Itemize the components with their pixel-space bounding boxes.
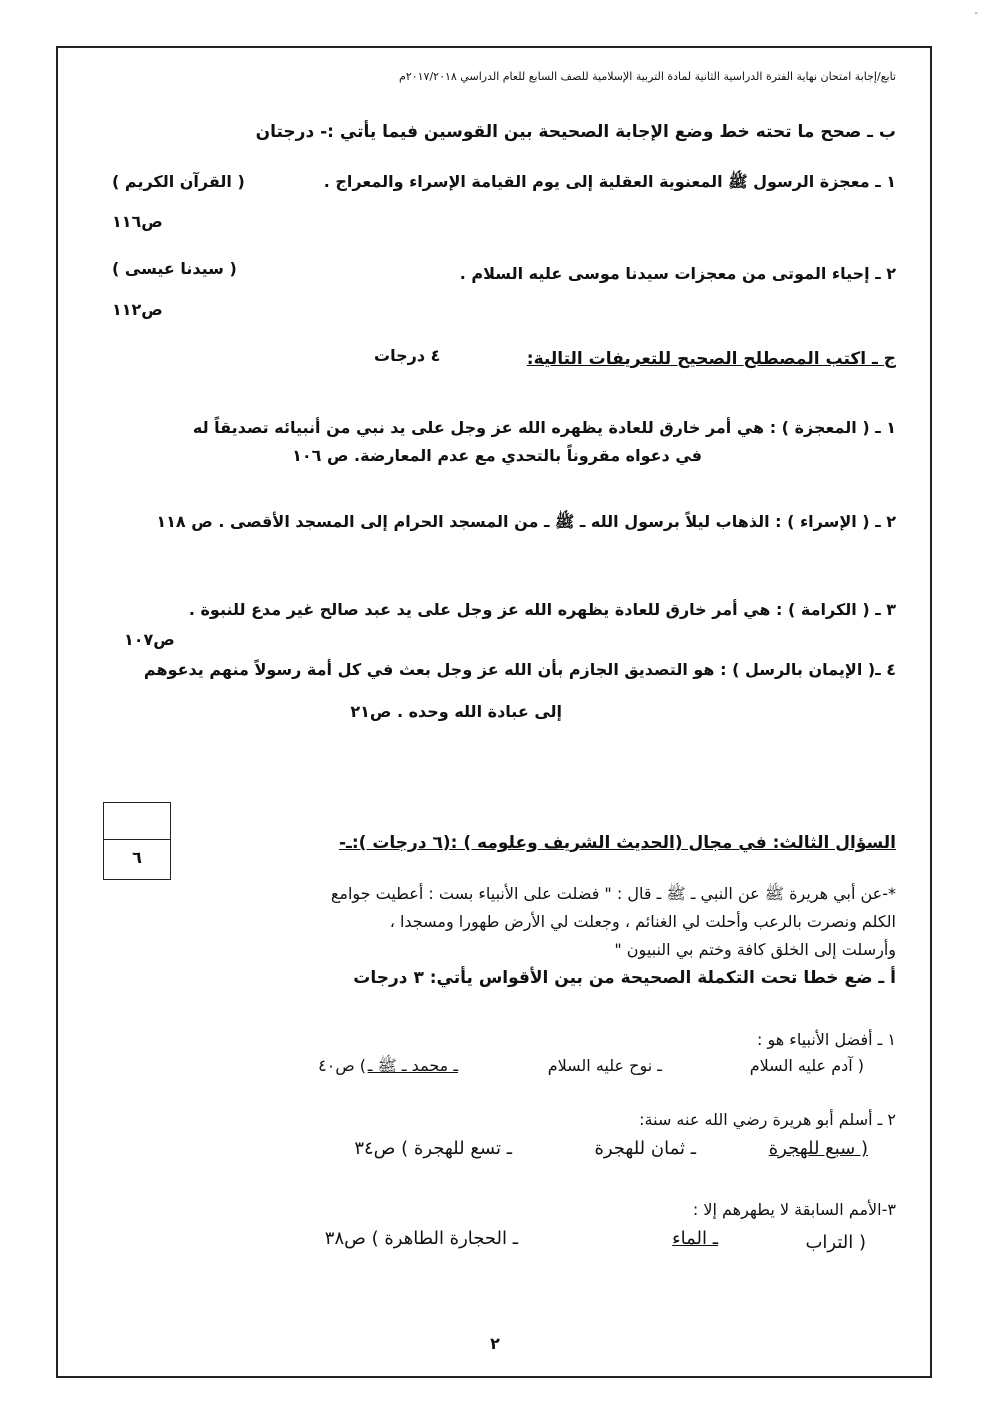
- item-2-question: ٢ ـ أسلم أبو هريرة رضي الله عنه سنة:: [639, 1110, 896, 1129]
- section-c-heading: ج ـ اكتب المصطلح الصحيح للتعريفات التالية:: [526, 349, 896, 369]
- section-b-q1-answer: ( القرآن الكريم ): [112, 172, 245, 191]
- item-3-option-2: ـ الماء: [672, 1228, 718, 1249]
- section-b-q1-page: ص١١٦: [112, 212, 163, 231]
- item-1-option-3-tail: ) ص٤٠: [318, 1056, 366, 1075]
- section-b-q2-answer: ( سيدنا عيسى ): [112, 259, 237, 278]
- definition-1-cont: في دعواه مقروناً بالتحدي مع عدم المعارضة. ص ١٠٦: [292, 446, 702, 465]
- section-b-q2-page: ص١١٢: [112, 300, 163, 319]
- item-2-option-3: ـ تسع للهجرة ) ص٣٤: [354, 1138, 512, 1159]
- score-box: [103, 802, 171, 880]
- definition-1: ١ ـ ( المعجزة ) : هي أمر خارق للعادة يظهره الله عز وجل على يد نبي من أنبيائه تصديقاً له: [192, 418, 896, 437]
- hadith-line-1: *-عن أبي هريرة ﷺ عن النبي ـ ﷺ ـ قال : " فضلت على الأنبياء بست : أعطيت جوامع: [330, 884, 896, 903]
- item-3-option-3: ـ الحجارة الطاهرة ) ص٣٨: [324, 1228, 518, 1249]
- item-1-question: ١ ـ أفضل الأنبياء هو :: [757, 1030, 896, 1049]
- page-number: ٢: [490, 1334, 500, 1353]
- item-2-option-1: ( سبع للهجرة: [768, 1138, 868, 1159]
- part-a-instruction: أ ـ ضع خطا تحت التكملة الصحيحة من بين الأقواس يأتي: ٣ درجات: [353, 968, 896, 988]
- item-3-option-1: ( التراب: [805, 1232, 866, 1253]
- section-b-q2-text: ٢ ـ إحياء الموتى من معجزات سيدنا موسى عليه السلام .: [459, 264, 896, 283]
- section-b-instruction: ب ـ صحح ما تحته خط وضع الإجابة الصحيحة بين القوسين فيما يأتي :- درجتان: [255, 122, 896, 142]
- hadith-line-3: وأرسلت إلى الخلق كافة وختم بي النبيون ": [614, 940, 896, 959]
- item-1-option-1: ( آدم عليه السلام: [749, 1056, 864, 1075]
- definition-4-cont: إلى عبادة الله وحده . ص٢١: [350, 702, 562, 721]
- item-2-option-2: ـ ثمان للهجرة: [594, 1138, 696, 1159]
- definition-3-page: ص١٠٧: [124, 630, 175, 649]
- item-1-option-2: ـ نوح عليه السلام: [547, 1056, 662, 1075]
- item-1-option-3: ـ محمد ـ ﷺ ـ: [367, 1056, 458, 1075]
- hadith-line-2: الكلم ونصرت بالرعب وأحلت لي الغنائم ، وجعلت لي الأرض طهورا ومسجدا ،: [389, 912, 896, 931]
- item-3-question: ٣-الأمم السابقة لا يطهرهم إلا :: [692, 1200, 896, 1219]
- score-value: ٦: [132, 848, 142, 867]
- corner-mark: -: [974, 8, 978, 19]
- definition-4: ٤ ـ( الإيمان بالرسل ) : هو التصديق الجازم بأن الله عز وجل بعث في كل أمة رسولاً منهم يدعوهم: [143, 660, 896, 679]
- definition-2: ٢ ـ ( الإسراء ) : الذهاب ليلاً برسول الله ـ ﷺ ـ من المسجد الحرام إلى المسجد الأقصى . ص ١١٨: [156, 512, 896, 531]
- section-b-q1-text: ١ ـ معجزة الرسول ﷺ المعنوية العقلية إلى يوم القيامة الإسراء والمعراج .: [323, 172, 896, 191]
- definition-3: ٣ ـ ( الكرامة ) : هي أمر خارق للعادة يظهره الله عز وجل على يد عبد صالح غير مدع للنبوة .: [188, 600, 896, 619]
- question-3-heading: السؤال الثالث: في مجال (الحديث الشريف وعلومه ) :(٦ درجات ):ـ-: [338, 833, 896, 853]
- header-title: تابع/إجابة امتحان نهاية الفترة الدراسية الثانية لمادة التربية الإسلامية للصف السابع للعام الدراسي ٢٠١٧/٢٠١٨م: [399, 70, 896, 83]
- section-c-marks: ٤ درجات: [374, 346, 441, 365]
